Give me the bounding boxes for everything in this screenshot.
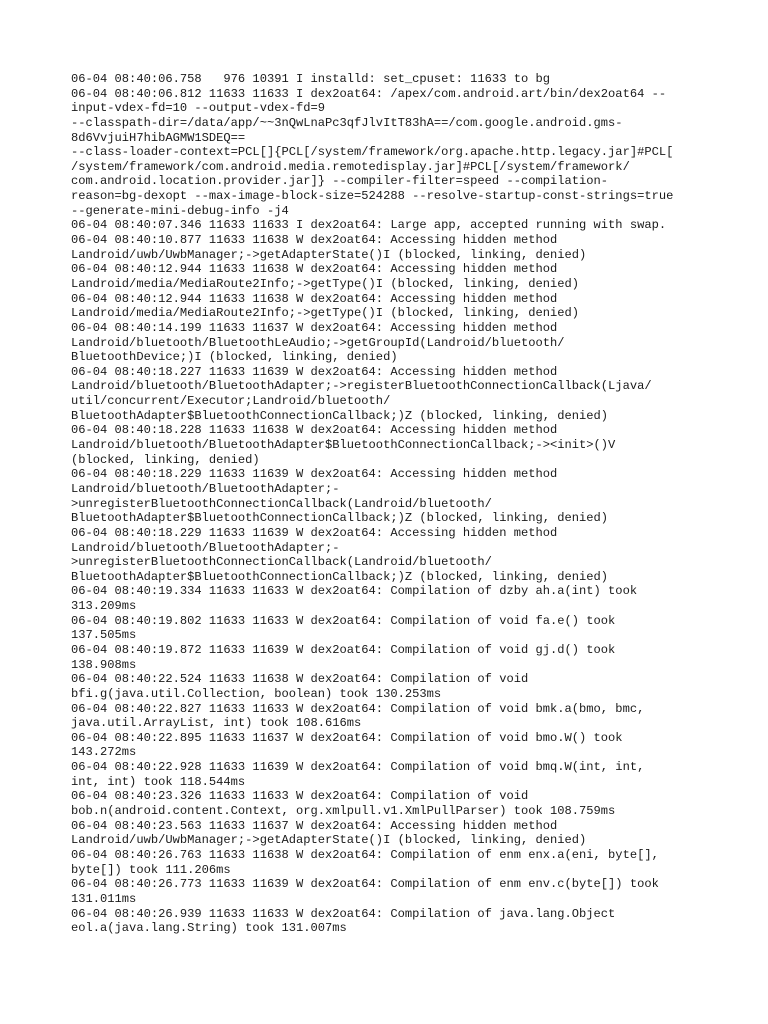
log-line: com.android.location.provider.jar]} --compiler-filter=speed --compilation- [71, 174, 609, 189]
log-line: --classpath-dir=/data/app/~~3nQwLnaPc3qfJlvItT83hA==/com.google.android.gms- [71, 115, 623, 130]
log-line: >unregisterBluetoothConnectionCallback(Landroid/bluetooth/ [71, 555, 492, 570]
log-line: Landroid/uwb/UwbManager;->getAdapterState()I (blocked, linking, denied) [71, 247, 587, 262]
log-line: 06-04 08:40:26.763 11633 11638 W dex2oat64: Compilation of enm enx.a(eni, byte[], [71, 847, 659, 862]
log-line: Landroid/bluetooth/BluetoothAdapter;- [71, 540, 340, 555]
log-line: input-vdex-fd=10 --output-vdex-fd=9 [71, 101, 326, 116]
log-line: --class-loader-context=PCL[]{PCL[/system/framework/org.apache.http.legacy.jar]#PCL[ [71, 145, 674, 160]
log-line: BluetoothAdapter$BluetoothConnectionCallback;)Z (blocked, linking, denied) [71, 569, 609, 584]
log-line: 06-04 08:40:18.227 11633 11639 W dex2oat64: Accessing hidden method [71, 364, 558, 379]
log-line: Landroid/bluetooth/BluetoothAdapter$BluetoothConnectionCallback;-><init>()V [71, 438, 616, 453]
log-line: 06-04 08:40:12.944 11633 11638 W dex2oat64: Accessing hidden method [71, 262, 558, 277]
log-line: reason=bg-dexopt --max-image-block-size=524288 --resolve-startup-const-strings=true [71, 189, 674, 204]
log-line: 137.505ms [71, 628, 137, 643]
log-line: 06-04 08:40:19.334 11633 11633 W dex2oat64: Compilation of dzby ah.a(int) took [71, 584, 638, 599]
log-line: 06-04 08:40:10.877 11633 11638 W dex2oat64: Accessing hidden method [71, 233, 558, 248]
log-line: Landroid/uwb/UwbManager;->getAdapterState()I (blocked, linking, denied) [71, 833, 587, 848]
log-line: Landroid/media/MediaRoute2Info;->getType()I (blocked, linking, denied) [71, 306, 580, 321]
log-line: Landroid/bluetooth/BluetoothLeAudio;->getGroupId(Landroid/bluetooth/ [71, 335, 565, 350]
log-line: 138.908ms [71, 657, 137, 672]
log-line: 06-04 08:40:26.773 11633 11639 W dex2oat64: Compilation of enm env.c(byte[]) took [71, 877, 659, 892]
log-line: bob.n(android.content.Context, org.xmlpull.v1.XmlPullParser) took 108.759ms [71, 804, 616, 819]
log-line: BluetoothDevice;)I (blocked, linking, denied) [71, 350, 398, 365]
log-line: util/concurrent/Executor;Landroid/bluetooth/ [71, 394, 391, 409]
log-line: BluetoothAdapter$BluetoothConnectionCallback;)Z (blocked, linking, denied) [71, 511, 609, 526]
log-line: int, int) took 118.544ms [71, 774, 246, 789]
log-line: java.util.ArrayList, int) took 108.616ms [71, 716, 362, 731]
log-line: Landroid/bluetooth/BluetoothAdapter;->registerBluetoothConnectionCallback(Ljava/ [71, 379, 652, 394]
log-line: 8d6VvjuiH7hibAGMW1SDEQ== [71, 130, 246, 145]
log-line: 06-04 08:40:18.229 11633 11639 W dex2oat64: Accessing hidden method [71, 525, 558, 540]
log-line: >unregisterBluetoothConnectionCallback(Landroid/bluetooth/ [71, 496, 492, 511]
log-line: /system/framework/com.android.media.remotedisplay.jar]#PCL[/system/framework/ [71, 159, 630, 174]
log-line: BluetoothAdapter$BluetoothConnectionCallback;)Z (blocked, linking, denied) [71, 408, 609, 423]
log-line: 06-04 08:40:23.326 11633 11633 W dex2oat64: Compilation of void [71, 789, 529, 804]
log-line: 06-04 08:40:23.563 11633 11637 W dex2oat64: Accessing hidden method [71, 818, 558, 833]
log-line: (blocked, linking, denied) [71, 452, 260, 467]
log-line: 06-04 08:40:22.928 11633 11639 W dex2oat64: Compilation of void bmq.W(int, int, [71, 760, 645, 775]
log-line: 06-04 08:40:12.944 11633 11638 W dex2oat64: Accessing hidden method [71, 291, 558, 306]
log-line: 143.272ms [71, 745, 137, 760]
log-line: 06-04 08:40:07.346 11633 11633 I dex2oat64: Large app, accepted running with swap. [71, 218, 667, 233]
log-line: 06-04 08:40:26.939 11633 11633 W dex2oat64: Compilation of java.lang.Object [71, 906, 616, 921]
log-line: Landroid/media/MediaRoute2Info;->getType()I (blocked, linking, denied) [71, 276, 580, 291]
log-line: Landroid/bluetooth/BluetoothAdapter;- [71, 481, 340, 496]
log-line: 06-04 08:40:19.872 11633 11639 W dex2oat64: Compilation of void gj.d() took [71, 642, 616, 657]
log-line: 06-04 08:40:18.229 11633 11639 W dex2oat64: Accessing hidden method [71, 467, 558, 482]
log-line: 06-04 08:40:06.758 976 10391 I installd: set_cpuset: 11633 to bg [71, 72, 550, 86]
log-line: 06-04 08:40:22.524 11633 11638 W dex2oat64: Compilation of void [71, 672, 529, 687]
log-line: 06-04 08:40:19.802 11633 11633 W dex2oat64: Compilation of void fa.e() took [71, 613, 616, 628]
log-line: 06-04 08:40:18.228 11633 11638 W dex2oat64: Accessing hidden method [71, 423, 558, 438]
log-line: 06-04 08:40:22.827 11633 11633 W dex2oat64: Compilation of void bmk.a(bmo, bmc, [71, 701, 645, 716]
log-line: 06-04 08:40:14.199 11633 11637 W dex2oat64: Accessing hidden method [71, 320, 558, 335]
log-line: --generate-mini-debug-info -j4 [71, 203, 289, 218]
log-line: eol.a(java.lang.String) took 131.007ms [71, 921, 347, 936]
log-text-block [71, 72, 711, 936]
log-line: bfi.g(java.util.Collection, boolean) took 130.253ms [71, 686, 442, 701]
log-line: 06-04 08:40:22.895 11633 11637 W dex2oat64: Compilation of void bmo.W() took [71, 730, 623, 745]
log-line: 06-04 08:40:06.812 11633 11633 I dex2oat64: /apex/com.android.art/bin/dex2oat64 -- [71, 86, 667, 101]
log-line: 131.011ms [71, 891, 137, 906]
log-line: 313.209ms [71, 599, 137, 614]
log-line: byte[]) took 111.206ms [71, 862, 231, 877]
